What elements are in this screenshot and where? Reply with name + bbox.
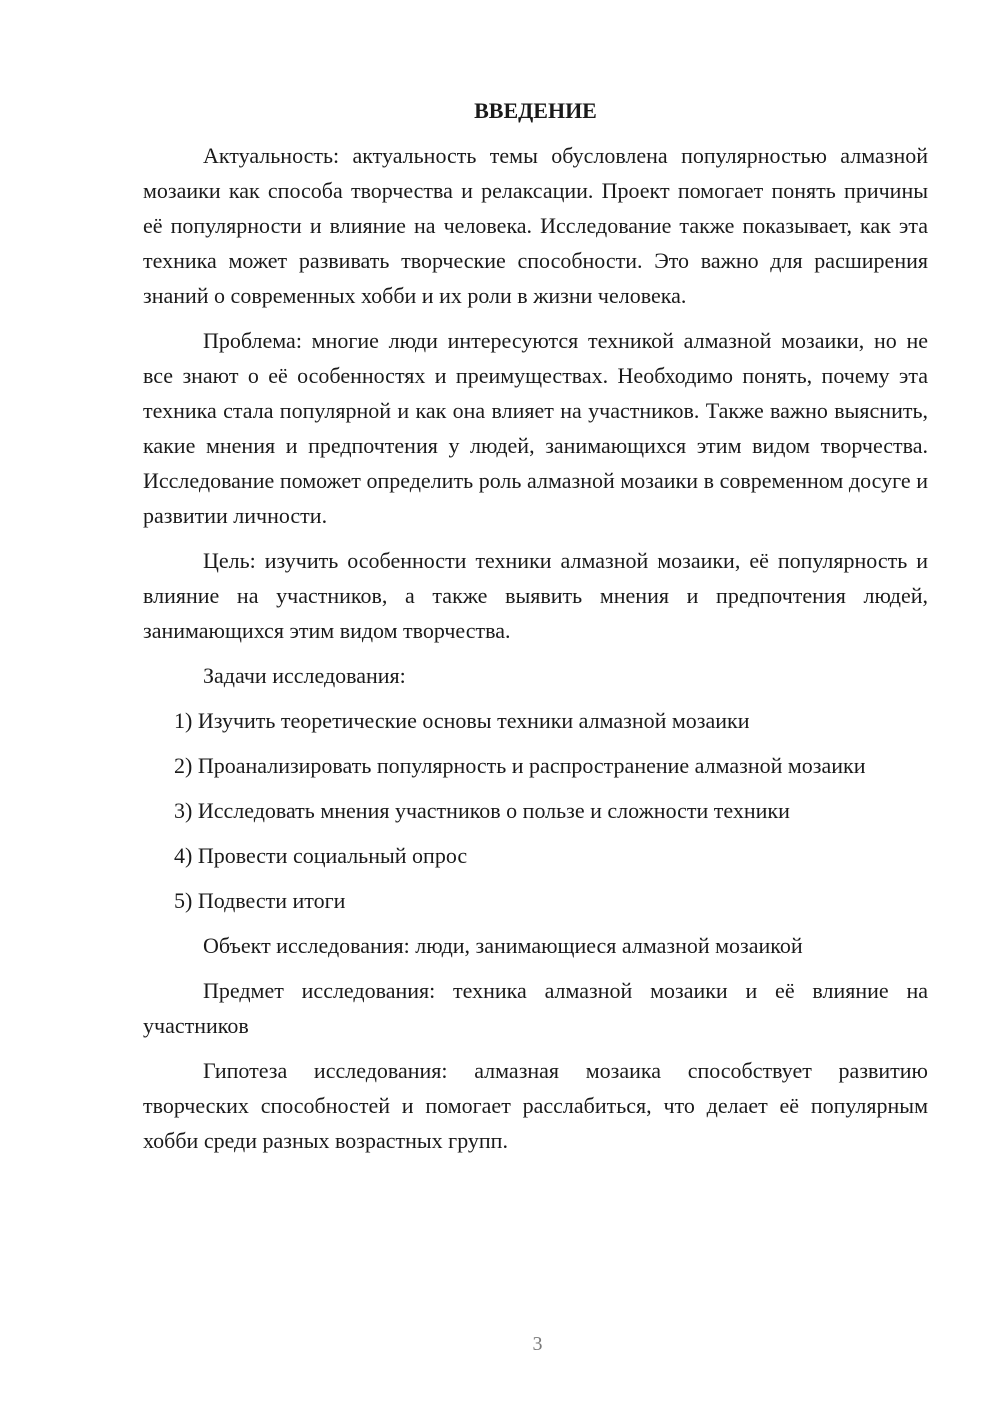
document-body [143,96,928,1168]
task-item-2: 2) Проанализировать популярность и распространение алмазной мозаики [174,753,866,778]
paragraph-relevance: Актуальность: актуальность темы обусловлена популярностью алмазной мозаики как способа творчества и релаксации. Проект помогает понять причины её популярности и влияние на человека. Исследование также показывает, как эта техника может развивать творческие способности. Это важно для расширения знаний о современных хобби и их роли в жизни человека. [143,143,928,308]
task-item-5: 5) Подвести итоги [174,888,346,913]
paragraph-object: Объект исследования: люди, занимающиеся алмазной мозаикой [203,933,803,958]
paragraph-tasks-heading: Задачи исследования: [203,663,406,688]
paragraph-hypothesis: Гипотеза исследования: алмазная мозаика способствует развитию творческих способностей и помогает расслабиться, что делает её популярным хобби среди разных возрастных групп. [143,1058,928,1153]
paragraph-problem: Проблема: многие люди интересуются техникой алмазной мозаики, но не все знают о её особенностях и преимуществах. Необходимо понять, почему эта техника стала популярной и как она влияет на участников. Также важно выяснить, какие мнения и предпочтения у людей, занимающихся этим видом творчества. Исследование поможет определить роль алмазной мозаики в современном досуге и развитии личности. [143,328,928,528]
page-number: 3 [532,1333,543,1355]
paragraph-goal: Цель: изучить особенности техники алмазной мозаики, её популярность и влияние на участников, а также выявить мнения и предпочтения людей, занимающихся этим видом творчества. [143,548,928,643]
paragraph-subject: Предмет исследования: техника алмазной мозаики и её влияние на участников [143,978,928,1038]
task-item-1: 1) Изучить теоретические основы техники алмазной мозаики [174,708,750,733]
task-item-4: 4) Провести социальный опрос [174,843,468,868]
task-item-3: 3) Исследовать мнения участников о пользе и сложности техники [174,798,790,823]
section-title: ВВЕДЕНИЕ [474,98,597,123]
